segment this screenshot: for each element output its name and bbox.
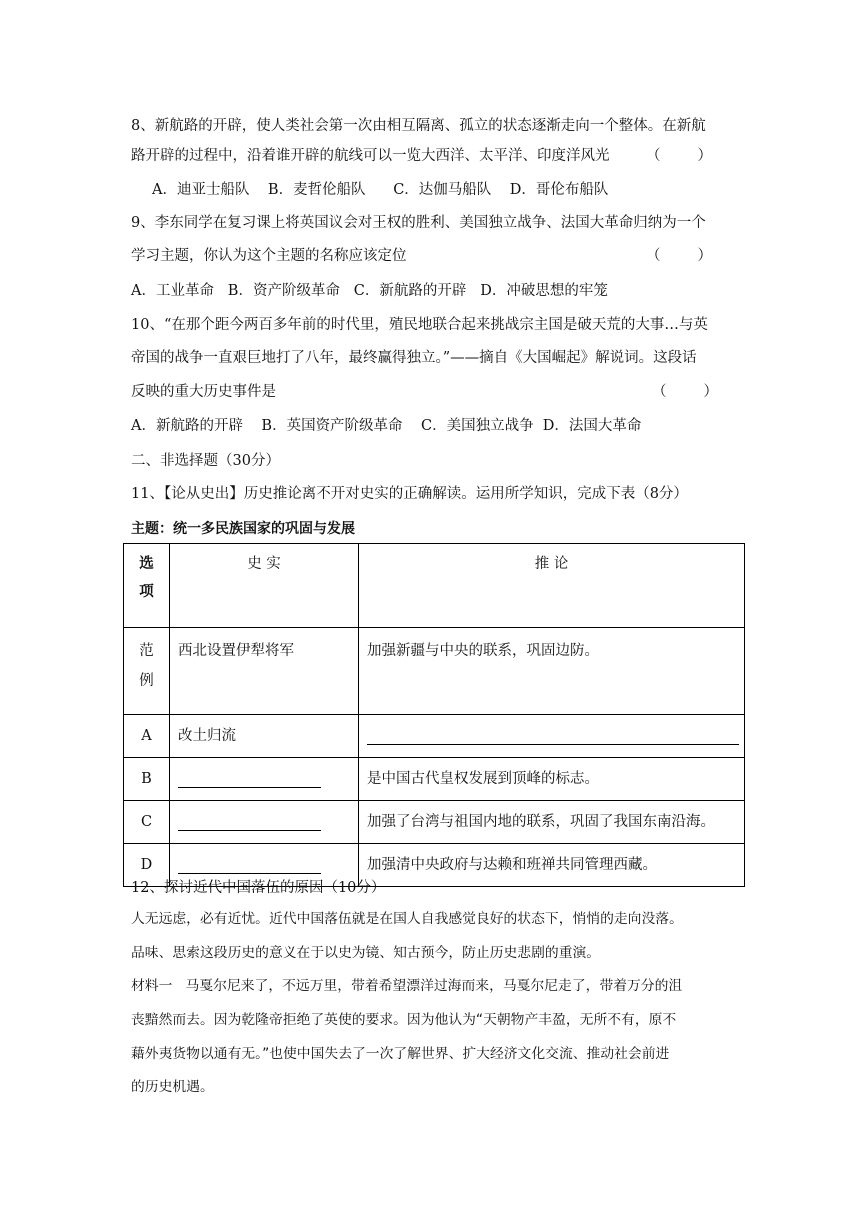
- row-a-inference-cell: [359, 715, 745, 758]
- row-b-fact-cell: [170, 758, 359, 801]
- q12-stem: 12、探讨近代中国落伍的原因（10分）: [131, 880, 386, 896]
- row-d-label: D: [124, 844, 170, 887]
- q8-paren-left: （: [646, 148, 661, 164]
- row-b-fact-blank[interactable]: [178, 771, 321, 788]
- table-row-c: [124, 801, 745, 844]
- example-fact: 西北设置伊犁将军: [170, 628, 359, 715]
- q8-stem-line1: 8、新航路的开辟，使人类社会第一次由相互隔离、孤立的状态逐渐走向一个整体。在新航: [131, 118, 706, 134]
- q9-stem-line1: 9、李东同学在复习课上将英国议会对王权的胜利、美国独立战争、法国大革命归纳为一个: [131, 215, 706, 231]
- q9-paren-right: ）: [697, 248, 712, 264]
- q12-material-line: 人无远虑，必有近忧。近代中国落伍就是在国人自我感觉良好的状态下，悄悄的走向没落。: [131, 911, 683, 927]
- q9-options: A．工业革命 B．资产阶级革命 C．新航路的开辟 D．冲破思想的牢笼: [131, 283, 608, 299]
- q10-stem-line2: 帝国的战争一直艰巨地打了八年，最终赢得独立。”——摘自《大国崛起》解说词。这段话: [131, 350, 697, 366]
- q11-stem: 11、【论从史出】历史推论离不开对史实的正确解读。运用所学知识，完成下表（8分）: [131, 486, 688, 502]
- table-row-a: [124, 715, 745, 758]
- q12-material-line: 的历史机遇。: [131, 1079, 214, 1095]
- q11-table: [123, 543, 745, 887]
- header-option-char1: 选: [139, 556, 154, 572]
- row-c-fact-cell: [170, 801, 359, 844]
- q8-paren-right: ）: [697, 148, 712, 164]
- q10-stem-line3: 反映的重大历史事件是: [131, 384, 276, 400]
- row-a-fact: 改土归流: [170, 715, 359, 758]
- row-c-label: C: [124, 801, 170, 844]
- example-label-cell: [124, 628, 170, 715]
- row-d-fact-blank[interactable]: [178, 857, 321, 874]
- table-example-row: [124, 628, 745, 715]
- row-b-inference: 是中国古代皇权发展到顶峰的标志。: [359, 758, 745, 801]
- q8-stem-line2: 路开辟的过程中，沿着谁开辟的航线可以一览大西洋、太平洋、印度洋风光: [131, 148, 610, 164]
- example-label-char1: 范: [139, 643, 154, 659]
- q11-theme: 主题：统一多民族国家的巩固与发展: [131, 521, 355, 537]
- header-option-char2: 项: [139, 584, 154, 600]
- q12-material-line: 藉外夷货物以通有无。”也使中国失去了一次了解世界、扩大经济文化交流、推动社会前进: [131, 1046, 670, 1062]
- row-d-inference: 加强清中央政府与达赖和班禅共同管理西藏。: [359, 844, 745, 887]
- q10-stem-line1: 10、“在那个距今两百多年前的时代里，殖民地联合起来挑战宗主国是破天荒的大事…与英: [131, 317, 708, 333]
- section-heading: 二、非选择题（30分）: [131, 453, 280, 469]
- row-a-inference-blank[interactable]: [367, 728, 739, 745]
- header-inference: 推 论: [359, 544, 745, 628]
- example-inference: 加强新疆与中央的联系，巩固边防。: [359, 628, 745, 715]
- row-b-label: B: [124, 758, 170, 801]
- table-row-b: [124, 758, 745, 801]
- header-fact: 史 实: [170, 544, 359, 628]
- q12-material-line: 材料一 马戛尔尼来了，不远万里，带着希望漂洋过海而来，马戛尔尼走了，带着万分的沮: [131, 978, 683, 994]
- q8-options: A．迪亚士船队 B．麦哲伦船队 C．达伽马船队 D．哥伦布船队: [152, 182, 609, 198]
- table-header-row: [124, 544, 745, 628]
- row-a-label: A: [124, 715, 170, 758]
- header-option-cell: [124, 544, 170, 628]
- q9-stem-line2: 学习主题，你认为这个主题的名称应该定位: [131, 248, 407, 264]
- row-c-fact-blank[interactable]: [178, 814, 321, 831]
- row-c-inference: 加强了台湾与祖国内地的联系，巩固了我国东南沿海。: [359, 801, 745, 844]
- q10-paren-left: （: [652, 384, 667, 400]
- example-label-char2: 例: [139, 673, 154, 689]
- q10-options: A．新航路的开辟 B．英国资产阶级革命 C．美国独立战争 D．法国大革命: [131, 418, 642, 434]
- q12-material-line: 品味、思索这段历史的意义在于以史为镜、知古预今，防止历史悲剧的重演。: [131, 945, 601, 961]
- q10-paren-right: ）: [703, 384, 718, 400]
- q12-material-line: 丧黯然而去。因为乾隆帝拒绝了英使的要求。因为他认为“天朝物产丰盈，无所不有，原不: [131, 1012, 677, 1028]
- q9-paren-left: （: [646, 248, 661, 264]
